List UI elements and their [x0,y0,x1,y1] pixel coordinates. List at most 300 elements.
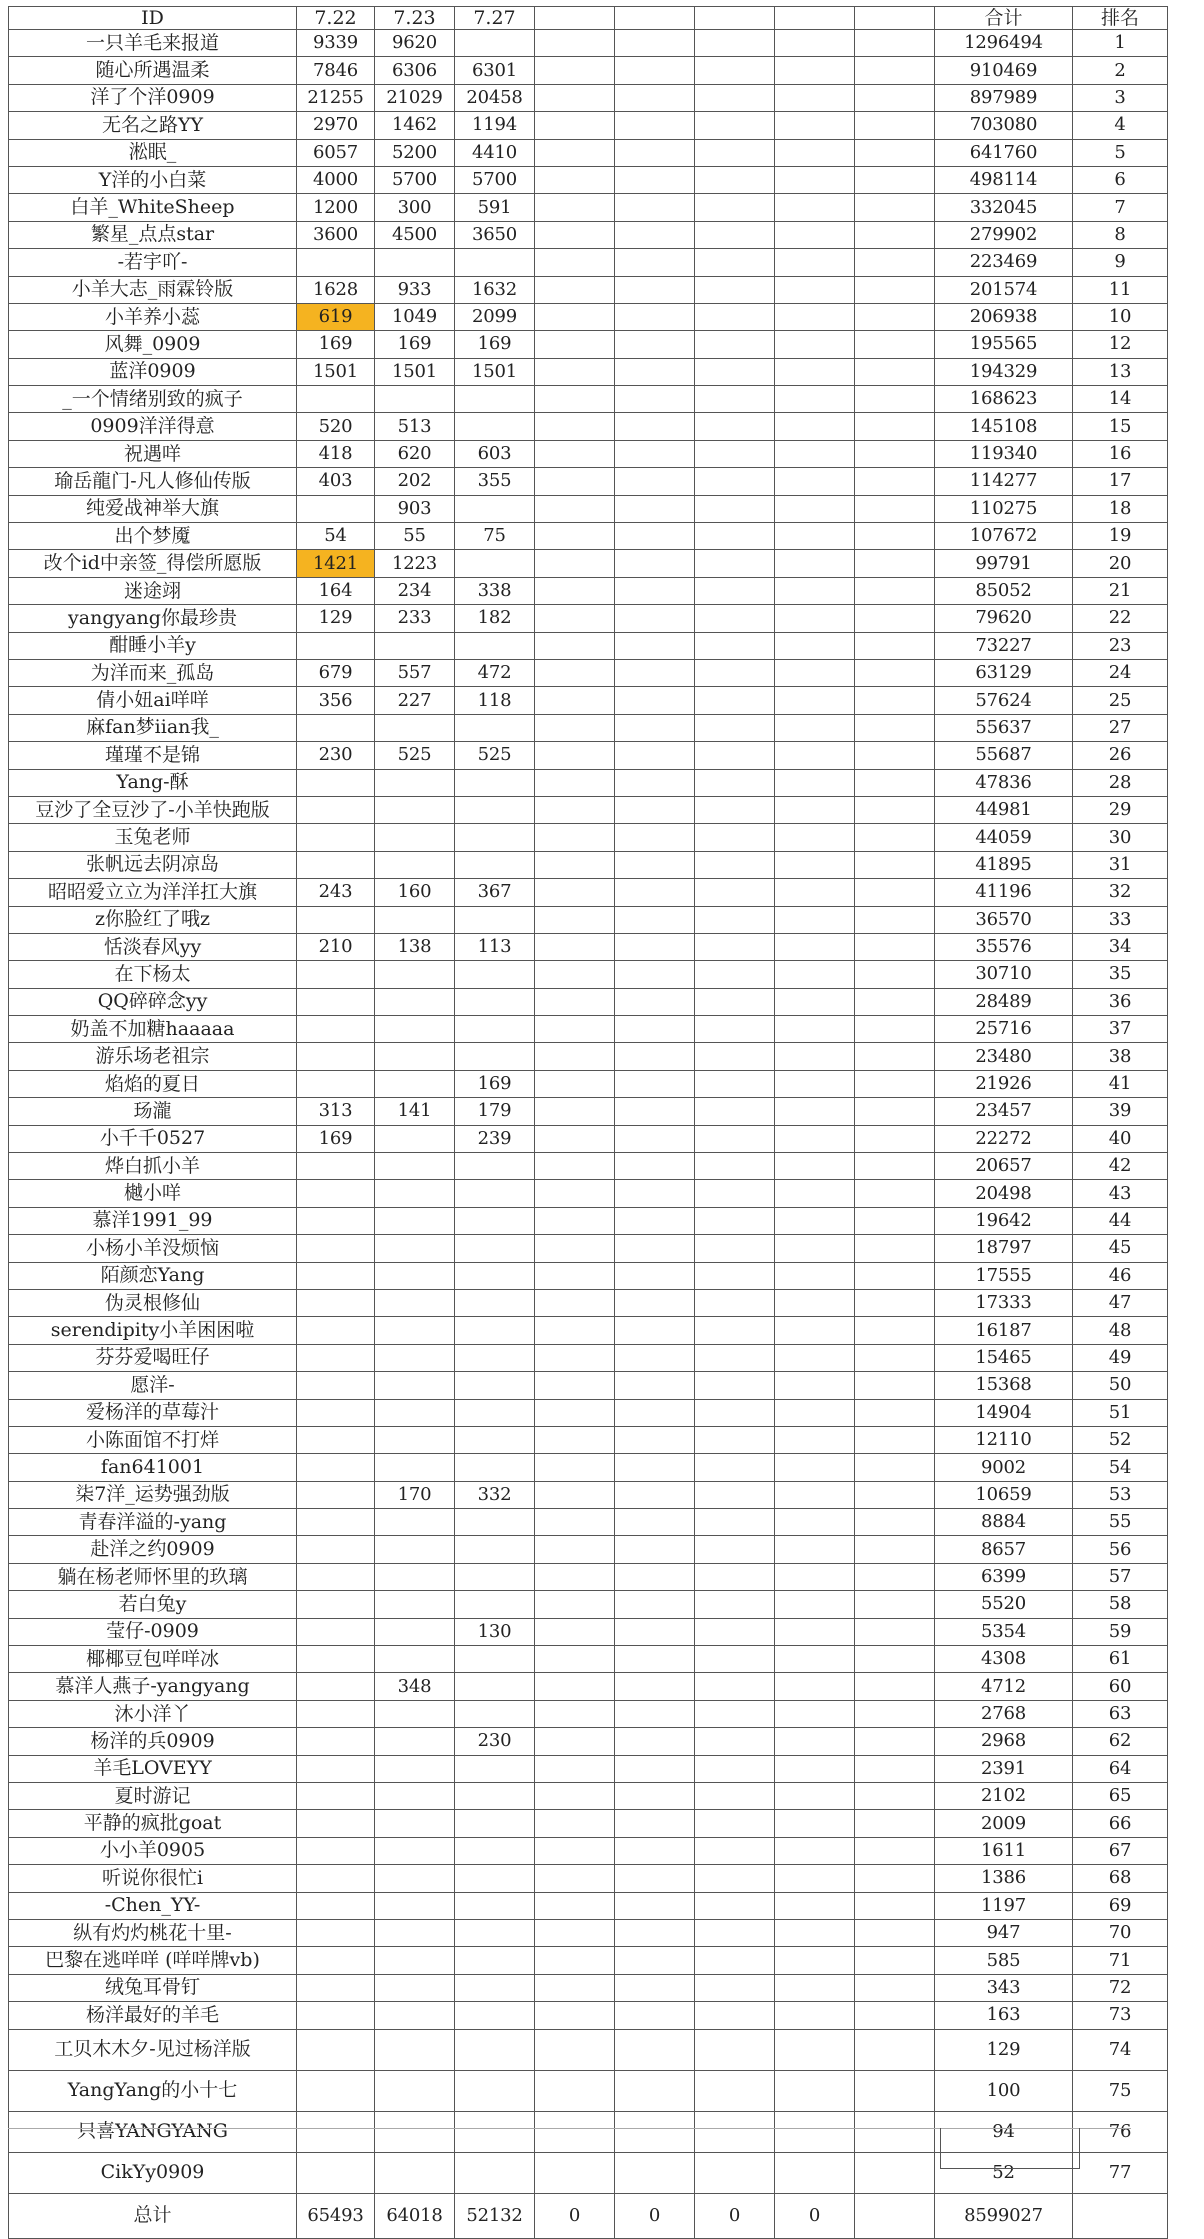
cell-date-2[interactable]: 933 [375,276,455,303]
cell-empty[interactable] [855,1810,935,1837]
cell-empty[interactable] [615,988,695,1015]
summary-rank[interactable] [1073,2193,1168,2238]
cell-id[interactable]: z你脸红了哦z [9,906,297,933]
cell-id[interactable]: Yang-酥 [9,769,297,796]
cell-id[interactable]: 愿洋- [9,1372,297,1399]
summary-value-5[interactable]: 0 [615,2193,695,2238]
cell-id[interactable]: 陌颜恋Yang [9,1262,297,1289]
cell-date-3[interactable]: 4410 [455,139,535,166]
cell-id[interactable]: 椰椰豆包咩咩冰 [9,1646,297,1673]
cell-total[interactable]: 17333 [935,1289,1073,1316]
cell-empty[interactable] [615,1974,695,2001]
cell-date-3[interactable]: 1632 [455,276,535,303]
cell-rank[interactable]: 43 [1073,1180,1168,1207]
cell-rank[interactable]: 66 [1073,1810,1168,1837]
summary-value-2[interactable]: 64018 [375,2193,455,2238]
cell-empty[interactable] [775,2070,855,2111]
cell-total[interactable]: 20498 [935,1180,1073,1207]
cell-empty[interactable] [775,139,855,166]
cell-empty[interactable] [855,2002,935,2029]
cell-empty[interactable] [775,1235,855,1262]
cell-total[interactable]: 1611 [935,1837,1073,1864]
cell-empty[interactable] [775,1070,855,1097]
cell-total[interactable]: 94 [935,2111,1073,2152]
cell-id[interactable]: 豆沙了全豆沙了-小羊快跑版 [9,796,297,823]
cell-date-2[interactable] [375,1399,455,1426]
cell-empty[interactable] [695,1372,775,1399]
cell-empty[interactable] [615,30,695,57]
cell-total[interactable]: 332045 [935,194,1073,221]
cell-rank[interactable]: 59 [1073,1618,1168,1645]
cell-date-3[interactable] [455,1426,535,1453]
cell-rank[interactable]: 70 [1073,1919,1168,1946]
cell-date-2[interactable] [375,1509,455,1536]
cell-id[interactable]: 纯爱战神举大旗 [9,495,297,522]
cell-empty[interactable] [615,659,695,686]
cell-date-1[interactable] [297,961,375,988]
cell-empty[interactable] [695,523,775,550]
cell-empty[interactable] [775,769,855,796]
cell-rank[interactable]: 46 [1073,1262,1168,1289]
cell-empty[interactable] [615,1070,695,1097]
cell-id[interactable]: 迷途翊 [9,577,297,604]
cell-date-3[interactable] [455,1016,535,1043]
cell-date-1[interactable]: 9339 [297,30,375,57]
cell-empty[interactable] [855,1372,935,1399]
cell-empty[interactable] [855,221,935,248]
cell-id[interactable]: 沐小洋丫 [9,1700,297,1727]
cell-date-1[interactable] [297,386,375,413]
cell-id[interactable]: 杨洋的兵0909 [9,1728,297,1755]
cell-total[interactable]: 897989 [935,84,1073,111]
cell-empty[interactable] [615,1481,695,1508]
cell-empty[interactable] [775,659,855,686]
cell-empty[interactable] [695,358,775,385]
cell-date-3[interactable] [455,714,535,741]
cell-rank[interactable]: 10 [1073,303,1168,330]
cell-total[interactable]: 129 [935,2029,1073,2070]
cell-empty[interactable] [855,1043,935,1070]
summary-value-3[interactable]: 52132 [455,2193,535,2238]
cell-date-2[interactable] [375,1043,455,1070]
cell-total[interactable]: 55687 [935,742,1073,769]
cell-empty[interactable] [535,194,615,221]
cell-id[interactable]: 纵有灼灼桃花十里- [9,1919,297,1946]
cell-empty[interactable] [535,1755,615,1782]
cell-total[interactable]: 703080 [935,112,1073,139]
cell-date-2[interactable] [375,1235,455,1262]
cell-date-1[interactable]: 129 [297,605,375,632]
cell-rank[interactable]: 1 [1073,30,1168,57]
cell-empty[interactable] [775,112,855,139]
cell-rank[interactable]: 32 [1073,879,1168,906]
cell-empty[interactable] [535,139,615,166]
header-empty-5[interactable] [855,7,935,30]
cell-empty[interactable] [695,1591,775,1618]
cell-date-1[interactable]: 418 [297,440,375,467]
cell-date-1[interactable] [297,1454,375,1481]
cell-empty[interactable] [535,851,615,878]
cell-date-1[interactable]: 164 [297,577,375,604]
cell-date-2[interactable] [375,2002,455,2029]
cell-total[interactable]: 85052 [935,577,1073,604]
summary-value-4[interactable]: 0 [535,2193,615,2238]
cell-date-1[interactable] [297,1070,375,1097]
cell-empty[interactable] [775,1837,855,1864]
cell-empty[interactable] [615,577,695,604]
cell-date-1[interactable]: 21255 [297,84,375,111]
cell-empty[interactable] [855,386,935,413]
cell-rank[interactable]: 53 [1073,1481,1168,1508]
cell-total[interactable]: 63129 [935,659,1073,686]
cell-date-2[interactable]: 903 [375,495,455,522]
cell-id[interactable]: 恬淡春风yy [9,933,297,960]
cell-empty[interactable] [615,605,695,632]
cell-date-2[interactable] [375,2070,455,2111]
cell-rank[interactable]: 63 [1073,1700,1168,1727]
cell-empty[interactable] [775,687,855,714]
cell-date-2[interactable]: 620 [375,440,455,467]
cell-empty[interactable] [535,1426,615,1453]
cell-empty[interactable] [615,523,695,550]
cell-empty[interactable] [535,1153,615,1180]
cell-id[interactable]: fan641001 [9,1454,297,1481]
cell-date-1[interactable] [297,1646,375,1673]
cell-date-3[interactable] [455,2152,535,2193]
cell-empty[interactable] [855,742,935,769]
cell-empty[interactable] [535,1618,615,1645]
cell-empty[interactable] [615,769,695,796]
cell-date-1[interactable] [297,1180,375,1207]
cell-date-1[interactable]: 7846 [297,57,375,84]
cell-date-1[interactable] [297,796,375,823]
cell-empty[interactable] [855,988,935,1015]
cell-empty[interactable] [855,440,935,467]
cell-id[interactable]: 淞眠_ [9,139,297,166]
cell-date-3[interactable]: 179 [455,1098,535,1125]
cell-empty[interactable] [535,769,615,796]
cell-rank[interactable]: 61 [1073,1646,1168,1673]
cell-id[interactable]: 小千千0527 [9,1125,297,1152]
cell-empty[interactable] [615,1317,695,1344]
cell-date-1[interactable] [297,2029,375,2070]
cell-empty[interactable] [615,1892,695,1919]
cell-empty[interactable] [535,1070,615,1097]
cell-empty[interactable] [855,1618,935,1645]
cell-date-2[interactable] [375,1262,455,1289]
cell-date-3[interactable]: 5700 [455,166,535,193]
cell-date-1[interactable]: 356 [297,687,375,714]
cell-empty[interactable] [535,1947,615,1974]
cell-date-2[interactable] [375,1700,455,1727]
cell-empty[interactable] [695,2002,775,2029]
cell-empty[interactable] [695,1399,775,1426]
cell-date-2[interactable] [375,1591,455,1618]
cell-empty[interactable] [535,1262,615,1289]
cell-date-1[interactable] [297,1344,375,1371]
cell-date-2[interactable] [375,906,455,933]
cell-date-3[interactable]: 6301 [455,57,535,84]
cell-date-2[interactable]: 227 [375,687,455,714]
cell-empty[interactable] [775,249,855,276]
cell-empty[interactable] [855,1536,935,1563]
cell-empty[interactable] [535,1125,615,1152]
cell-empty[interactable] [855,276,935,303]
cell-rank[interactable]: 22 [1073,605,1168,632]
cell-rank[interactable]: 17 [1073,468,1168,495]
cell-date-3[interactable] [455,413,535,440]
cell-empty[interactable] [775,1919,855,1946]
cell-total[interactable]: 114277 [935,468,1073,495]
cell-id[interactable]: 瑜岳龍门-凡人修仙传版 [9,468,297,495]
cell-total[interactable]: 17555 [935,1262,1073,1289]
cell-empty[interactable] [855,1646,935,1673]
cell-rank[interactable]: 14 [1073,386,1168,413]
cell-empty[interactable] [775,1783,855,1810]
cell-date-3[interactable] [455,495,535,522]
cell-empty[interactable] [535,331,615,358]
cell-date-3[interactable] [455,1974,535,2001]
summary-value-7[interactable]: 0 [775,2193,855,2238]
cell-empty[interactable] [855,1016,935,1043]
cell-date-2[interactable] [375,1536,455,1563]
cell-total[interactable]: 4308 [935,1646,1073,1673]
cell-rank[interactable]: 62 [1073,1728,1168,1755]
cell-empty[interactable] [855,577,935,604]
cell-empty[interactable] [535,1317,615,1344]
cell-empty[interactable] [615,276,695,303]
cell-date-1[interactable]: 1628 [297,276,375,303]
cell-date-2[interactable]: 9620 [375,30,455,57]
cell-empty[interactable] [775,1563,855,1590]
cell-empty[interactable] [855,303,935,330]
cell-empty[interactable] [775,303,855,330]
cell-empty[interactable] [695,1919,775,1946]
cell-empty[interactable] [775,1289,855,1316]
cell-empty[interactable] [615,1509,695,1536]
cell-date-2[interactable] [375,1344,455,1371]
cell-date-1[interactable] [297,2152,375,2193]
cell-empty[interactable] [775,1947,855,1974]
cell-empty[interactable] [855,84,935,111]
cell-empty[interactable] [775,386,855,413]
cell-total[interactable]: 21926 [935,1070,1073,1097]
cell-total[interactable]: 279902 [935,221,1073,248]
cell-empty[interactable] [695,468,775,495]
cell-empty[interactable] [695,1728,775,1755]
cell-date-2[interactable] [375,249,455,276]
cell-total[interactable]: 1296494 [935,30,1073,57]
cell-date-2[interactable]: 525 [375,742,455,769]
cell-empty[interactable] [615,1180,695,1207]
cell-total[interactable]: 15465 [935,1344,1073,1371]
cell-total[interactable]: 18797 [935,1235,1073,1262]
cell-empty[interactable] [775,440,855,467]
cell-date-1[interactable] [297,1618,375,1645]
cell-date-3[interactable] [455,1289,535,1316]
cell-date-3[interactable] [455,30,535,57]
cell-date-2[interactable]: 233 [375,605,455,632]
cell-id[interactable]: yangyang你最珍贵 [9,605,297,632]
cell-rank[interactable]: 37 [1073,1016,1168,1043]
cell-empty[interactable] [615,112,695,139]
cell-empty[interactable] [535,2029,615,2070]
cell-empty[interactable] [695,1700,775,1727]
cell-empty[interactable] [695,1070,775,1097]
cell-id[interactable]: 倩小妞ai咩咩 [9,687,297,714]
cell-rank[interactable]: 55 [1073,1509,1168,1536]
cell-total[interactable]: 22272 [935,1125,1073,1152]
cell-empty[interactable] [775,2152,855,2193]
cell-date-3[interactable]: 230 [455,1728,535,1755]
cell-empty[interactable] [855,1728,935,1755]
cell-date-3[interactable]: 1501 [455,358,535,385]
cell-date-3[interactable] [455,1919,535,1946]
cell-empty[interactable] [775,1974,855,2001]
cell-date-2[interactable] [375,386,455,413]
cell-date-1[interactable] [297,1509,375,1536]
cell-empty[interactable] [535,2002,615,2029]
cell-total[interactable]: 55637 [935,714,1073,741]
cell-date-3[interactable] [455,1180,535,1207]
cell-empty[interactable] [615,1454,695,1481]
cell-rank[interactable]: 41 [1073,1070,1168,1097]
cell-date-3[interactable] [455,824,535,851]
cell-id[interactable]: 小小羊0905 [9,1837,297,1864]
cell-empty[interactable] [615,742,695,769]
cell-date-3[interactable] [455,851,535,878]
cell-total[interactable]: 12110 [935,1426,1073,1453]
cell-date-1[interactable] [297,1673,375,1700]
cell-total[interactable]: 9002 [935,1454,1073,1481]
cell-date-1[interactable]: 3600 [297,221,375,248]
cell-empty[interactable] [535,1865,615,1892]
cell-empty[interactable] [535,1509,615,1536]
cell-rank[interactable]: 76 [1073,2111,1168,2152]
cell-date-1[interactable] [297,1919,375,1946]
cell-date-3[interactable] [455,1317,535,1344]
cell-empty[interactable] [535,577,615,604]
cell-empty[interactable] [695,824,775,851]
cell-total[interactable]: 28489 [935,988,1073,1015]
cell-empty[interactable] [615,331,695,358]
cell-date-1[interactable] [297,495,375,522]
cell-date-3[interactable] [455,1207,535,1234]
cell-id[interactable]: 随心所遇温柔 [9,57,297,84]
cell-empty[interactable] [855,1892,935,1919]
cell-id[interactable]: 若白兔y [9,1591,297,1618]
cell-date-3[interactable]: 130 [455,1618,535,1645]
cell-empty[interactable] [615,879,695,906]
cell-empty[interactable] [695,276,775,303]
cell-rank[interactable]: 72 [1073,1974,1168,2001]
cell-empty[interactable] [535,1892,615,1919]
cell-empty[interactable] [615,139,695,166]
cell-rank[interactable]: 2 [1073,57,1168,84]
cell-rank[interactable]: 50 [1073,1372,1168,1399]
cell-date-2[interactable]: 1223 [375,550,455,577]
cell-rank[interactable]: 33 [1073,906,1168,933]
cell-date-1[interactable] [297,1317,375,1344]
cell-empty[interactable] [615,1125,695,1152]
cell-date-3[interactable]: 169 [455,331,535,358]
cell-total[interactable]: 223469 [935,249,1073,276]
cell-empty[interactable] [855,1289,935,1316]
cell-empty[interactable] [775,906,855,933]
cell-total[interactable]: 23457 [935,1098,1073,1125]
cell-id[interactable]: CikYy0909 [9,2152,297,2193]
cell-empty[interactable] [775,413,855,440]
cell-total[interactable]: 79620 [935,605,1073,632]
cell-empty[interactable] [535,687,615,714]
cell-date-3[interactable] [455,769,535,796]
cell-rank[interactable]: 51 [1073,1399,1168,1426]
cell-date-1[interactable] [297,906,375,933]
cell-empty[interactable] [855,550,935,577]
cell-empty[interactable] [775,2029,855,2070]
cell-empty[interactable] [695,2152,775,2193]
cell-empty[interactable] [775,961,855,988]
cell-empty[interactable] [775,1344,855,1371]
cell-date-3[interactable] [455,796,535,823]
cell-id[interactable]: 玚瀧 [9,1098,297,1125]
cell-rank[interactable]: 77 [1073,2152,1168,2193]
cell-empty[interactable] [775,331,855,358]
cell-date-3[interactable] [455,1536,535,1563]
cell-empty[interactable] [615,57,695,84]
cell-date-1[interactable] [297,1865,375,1892]
cell-date-2[interactable] [375,1755,455,1782]
cell-rank[interactable]: 54 [1073,1454,1168,1481]
cell-total[interactable]: 145108 [935,413,1073,440]
cell-empty[interactable] [775,1509,855,1536]
cell-total[interactable]: 52 [935,2152,1073,2193]
cell-empty[interactable] [535,1180,615,1207]
cell-empty[interactable] [855,1098,935,1125]
cell-id[interactable]: 酣睡小羊y [9,632,297,659]
cell-date-3[interactable] [455,1454,535,1481]
cell-id[interactable]: 听说你很忙i [9,1865,297,1892]
cell-empty[interactable] [855,166,935,193]
cell-id[interactable]: 爱杨洋的草莓汁 [9,1399,297,1426]
cell-empty[interactable] [855,358,935,385]
cell-empty[interactable] [695,30,775,57]
cell-date-3[interactable] [455,550,535,577]
cell-id[interactable]: 一只羊毛来报道 [9,30,297,57]
cell-empty[interactable] [535,57,615,84]
cell-rank[interactable]: 69 [1073,1892,1168,1919]
cell-rank[interactable]: 39 [1073,1098,1168,1125]
header-date-1[interactable]: 7.22 [297,7,375,30]
cell-empty[interactable] [535,742,615,769]
cell-empty[interactable] [615,1755,695,1782]
cell-empty[interactable] [775,495,855,522]
cell-date-2[interactable] [375,2029,455,2070]
cell-empty[interactable] [695,1426,775,1453]
cell-empty[interactable] [695,1317,775,1344]
cell-empty[interactable] [775,1153,855,1180]
cell-date-3[interactable] [455,2070,535,2111]
cell-date-3[interactable] [455,1399,535,1426]
cell-empty[interactable] [615,906,695,933]
cell-empty[interactable] [695,331,775,358]
cell-date-3[interactable] [455,1837,535,1864]
cell-rank[interactable]: 49 [1073,1344,1168,1371]
cell-empty[interactable] [855,1481,935,1508]
cell-empty[interactable] [535,1098,615,1125]
cell-rank[interactable]: 36 [1073,988,1168,1015]
cell-date-2[interactable] [375,988,455,1015]
